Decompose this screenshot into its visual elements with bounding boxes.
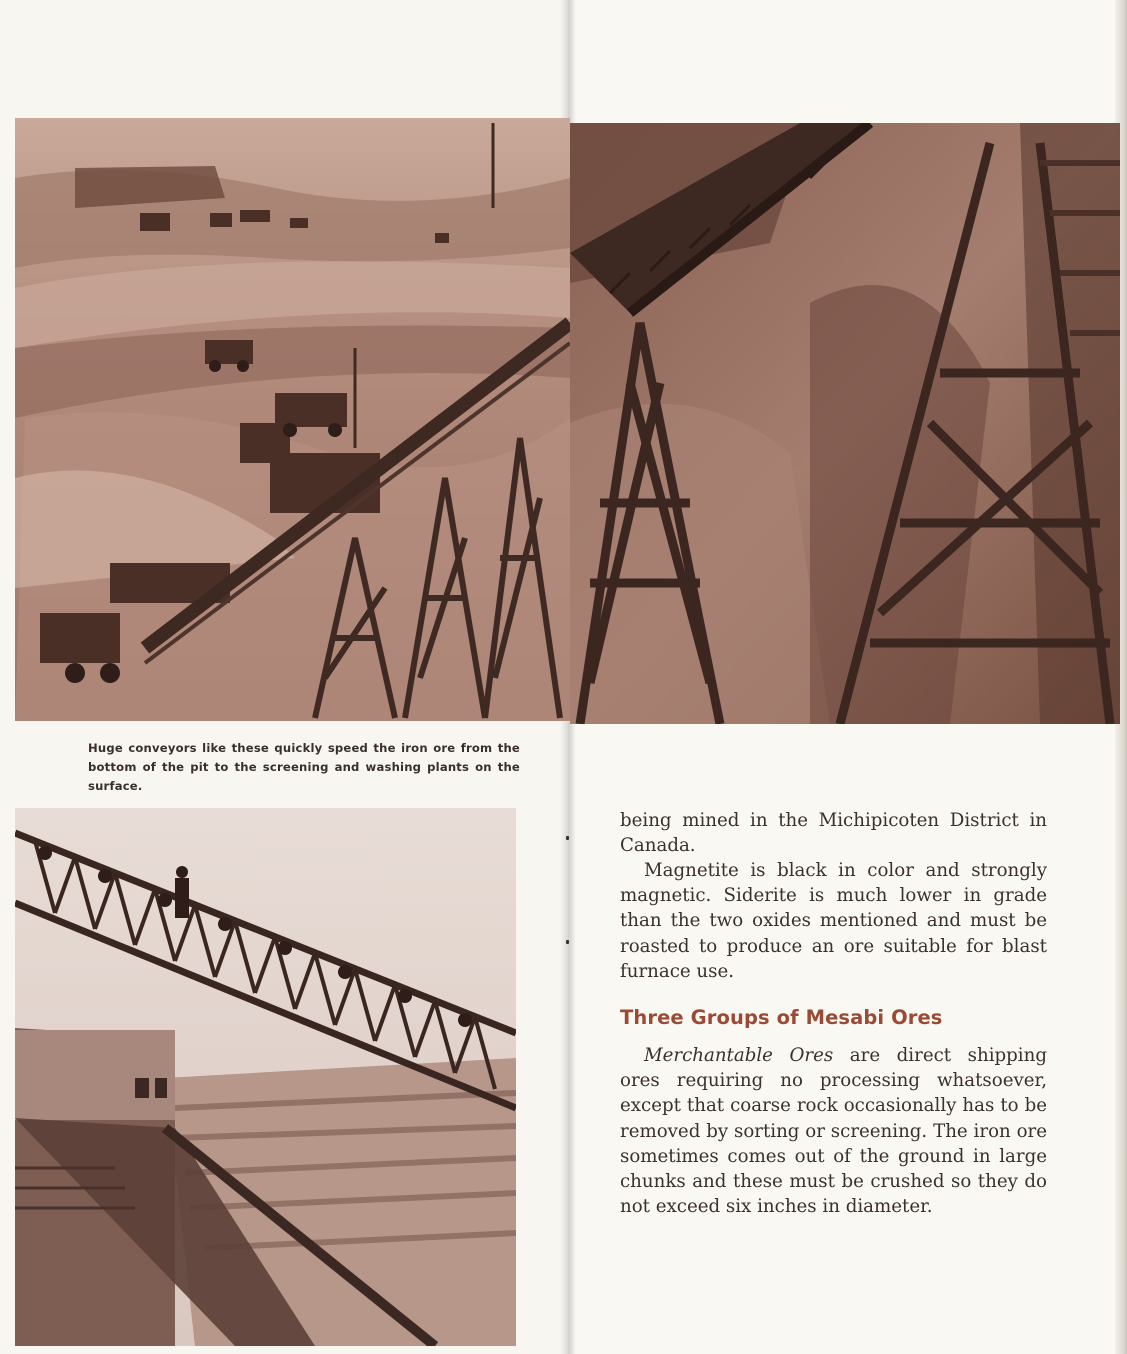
paragraph-text: are direct shipping ores requiring no processing whatsoever, except that coarse rock occasionally has to be removed by sorting or screening. The iron ore sometimes comes out of the ground in large chunks and these must be crushed so they do not exceed six inches in diameter. xyxy=(620,1045,1047,1218)
print-mark xyxy=(566,940,569,944)
photo-caption: Huge conveyors like these quickly speed the iron ore from the bottom of the pit to the screening and washing plants on the surface. xyxy=(88,741,520,793)
section-heading: Three Groups of Mesabi Ores xyxy=(620,1006,943,1029)
conveyor-trestle-illustration xyxy=(570,123,1120,724)
body-paragraph: Magnetite is black in color and strongly magnetic. Siderite is much lower in grade than the two oxides mentioned and must be roasted to produce an ore suitable for blast furnace use. xyxy=(620,860,1047,982)
body-paragraph xyxy=(620,1043,1047,1219)
truss-screening-plant-illustration xyxy=(15,808,516,1346)
open-pit-conveyor-illustration xyxy=(15,118,570,721)
truss-screening-plant-photo xyxy=(15,808,516,1346)
conveyor-trestle-photo xyxy=(570,123,1120,724)
italic-term: Merchantable Ores xyxy=(644,1045,834,1066)
body-paragraph: being mined in the Michipicoten District in Canada. xyxy=(620,810,1047,857)
print-mark xyxy=(566,836,569,840)
open-pit-conveyor-photo xyxy=(15,118,570,721)
